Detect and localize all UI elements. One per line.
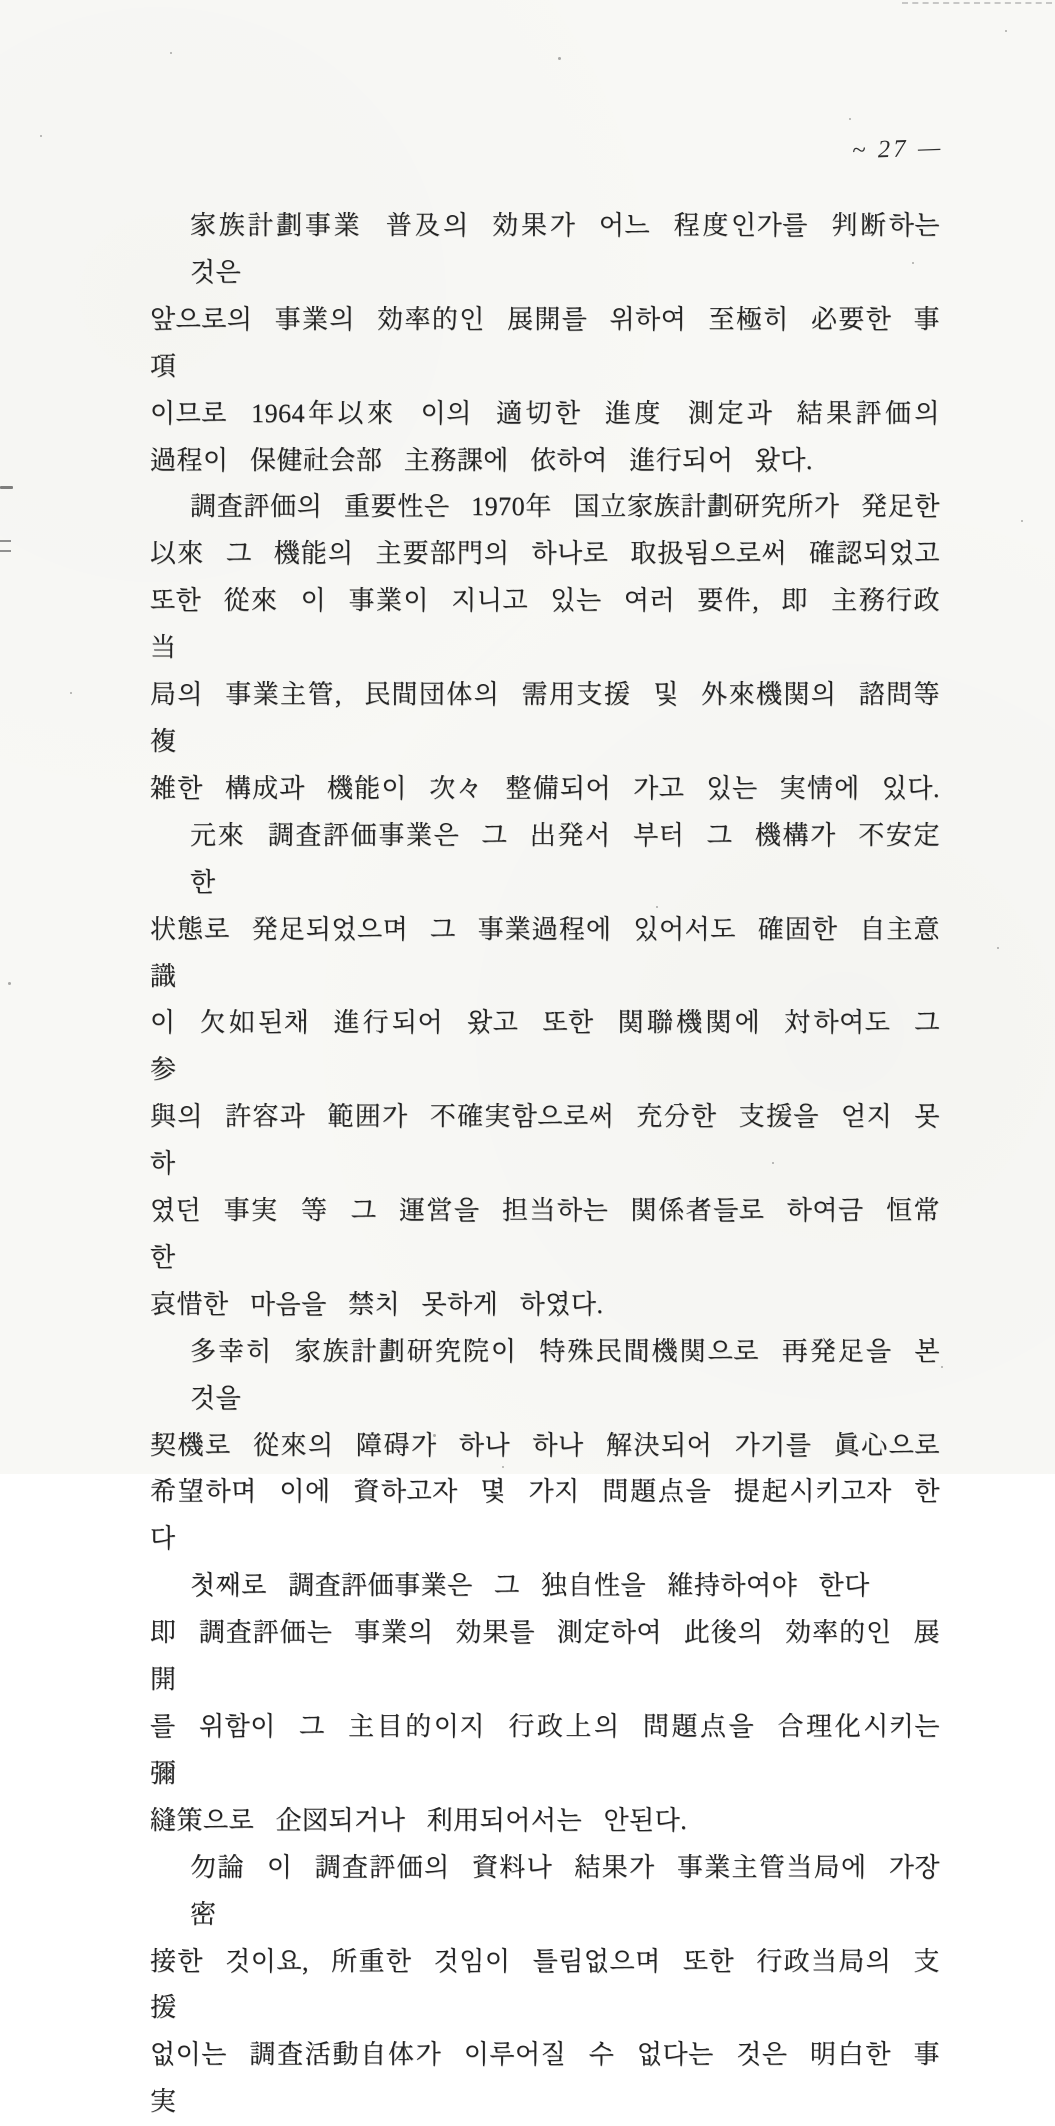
text-line: 契機로 從來의 障碍가 하나 하나 解決되어 가기를 眞心으로 (150, 1430, 940, 1460)
scan-speck (1021, 520, 1023, 522)
scan-speck (70, 692, 72, 694)
text-line: 勿論 이 調査評価의 資料나 結果가 事業主管当局에 가장 密 (190, 1852, 940, 1929)
scan-speck (1005, 30, 1007, 32)
text-line: 이 欠如된채 進行되어 왔고 또한 関聯機関에 対하여도 그 参 (150, 1008, 940, 1085)
text-line: 接한 것이요, 所重한 것임이 틀림없으며 또한 行政当局의 支援 (150, 1946, 940, 2023)
text-line: 多幸히 家族計劃研究院이 特殊民間機関으로 再発足을 본 것을 (190, 1336, 940, 1413)
text-line: 앞으로의 事業의 効率的인 展開를 위하여 至極히 必要한 事項 (150, 304, 940, 381)
scan-speck (40, 135, 42, 137)
scan-speck (656, 906, 658, 908)
page-number: ~ 27 — (851, 134, 944, 165)
scan-speck (700, 1448, 702, 1450)
text-line: 以來 그 機能의 主要部門의 하나로 取扱됨으로써 確認되었고 (150, 539, 940, 569)
scan-speck (433, 1434, 436, 1437)
scan-artifact-dashed-line (902, 2, 1052, 4)
text-line: 또한 從來 이 事業이 지니고 있는 여러 要件, 即 主務行政当 (150, 586, 940, 663)
scan-speck (849, 118, 851, 120)
scan-artifact-edge-mark (0, 486, 13, 489)
scan-speck (558, 57, 561, 60)
text-line: 状態로 発足되었으며 그 事業過程에 있어서도 確固한 自主意識 (150, 914, 940, 991)
text-line: 없이는 調査活動自体가 이루어질 수 없다는 것은 明白한 事実 (150, 2040, 940, 2117)
text-line: 雑한 構成과 機能이 次々 整備되어 가고 있는 実情에 있다. (150, 773, 940, 803)
scan-artifact-edge-mark (0, 540, 11, 552)
text-line: 即 調査評価는 事業의 効果를 測定하여 此後의 効率的인 展開 (150, 1618, 940, 1695)
text-line: 與의 許容과 範囲가 不確実함으로써 充分한 支援을 얻지 못하 (150, 1102, 940, 1179)
text-line: 元來 調査評価事業은 그 出発서 부터 그 機構가 不安定한 (190, 820, 940, 897)
text-line: 縫策으로 企図되거나 利用되어서는 안된다. (150, 1805, 688, 1835)
scan-speck (170, 52, 172, 54)
text-line: 哀惜한 마음을 禁치 못하게 하였다. (150, 1289, 604, 1319)
text-line: 이므로 1964年以來 이의 適切한 進度 測定과 結果評価의 (150, 398, 940, 428)
scan-speck (236, 1346, 238, 1348)
scan-speck (330, 1102, 332, 1104)
text-line: 家族計劃事業 普及의 効果가 어느 程度인가를 判断하는 것은 (190, 211, 940, 287)
text-line: 過程이 保健社会部 主務課에 依하여 進行되어 왔다. (150, 445, 813, 475)
scan-speck (912, 262, 914, 264)
scan-speck (941, 1366, 943, 1368)
text-line: 를 위함이 그 主目的이지 行政上의 問題点을 合理化시키는 彌 (150, 1712, 940, 1788)
scan-speck (997, 947, 999, 949)
text-line: 첫째로 調査評価事業은 그 独自性을 維持하여야 한다 (190, 1571, 870, 1601)
text-line: 調査評価의 重要性은 1970年 国立家族計劃研究所가 発足한 (190, 492, 940, 522)
document-body (150, 203, 940, 2126)
scan-speck (8, 982, 11, 985)
text-line: 希望하며 이에 資하고자 몇 가지 問題点을 提起시키고자 한다 (150, 1477, 940, 1554)
text-line: 局의 事業主管, 民間団体의 需用支援 및 外來機関의 諮問等 複 (150, 680, 940, 756)
scan-speck (772, 1162, 774, 1164)
text-line: 였던 事実 等 그 運営을 担当하는 関係者들로 하여금 恒常한 (150, 1196, 940, 1272)
scan-speck (502, 1466, 504, 1468)
